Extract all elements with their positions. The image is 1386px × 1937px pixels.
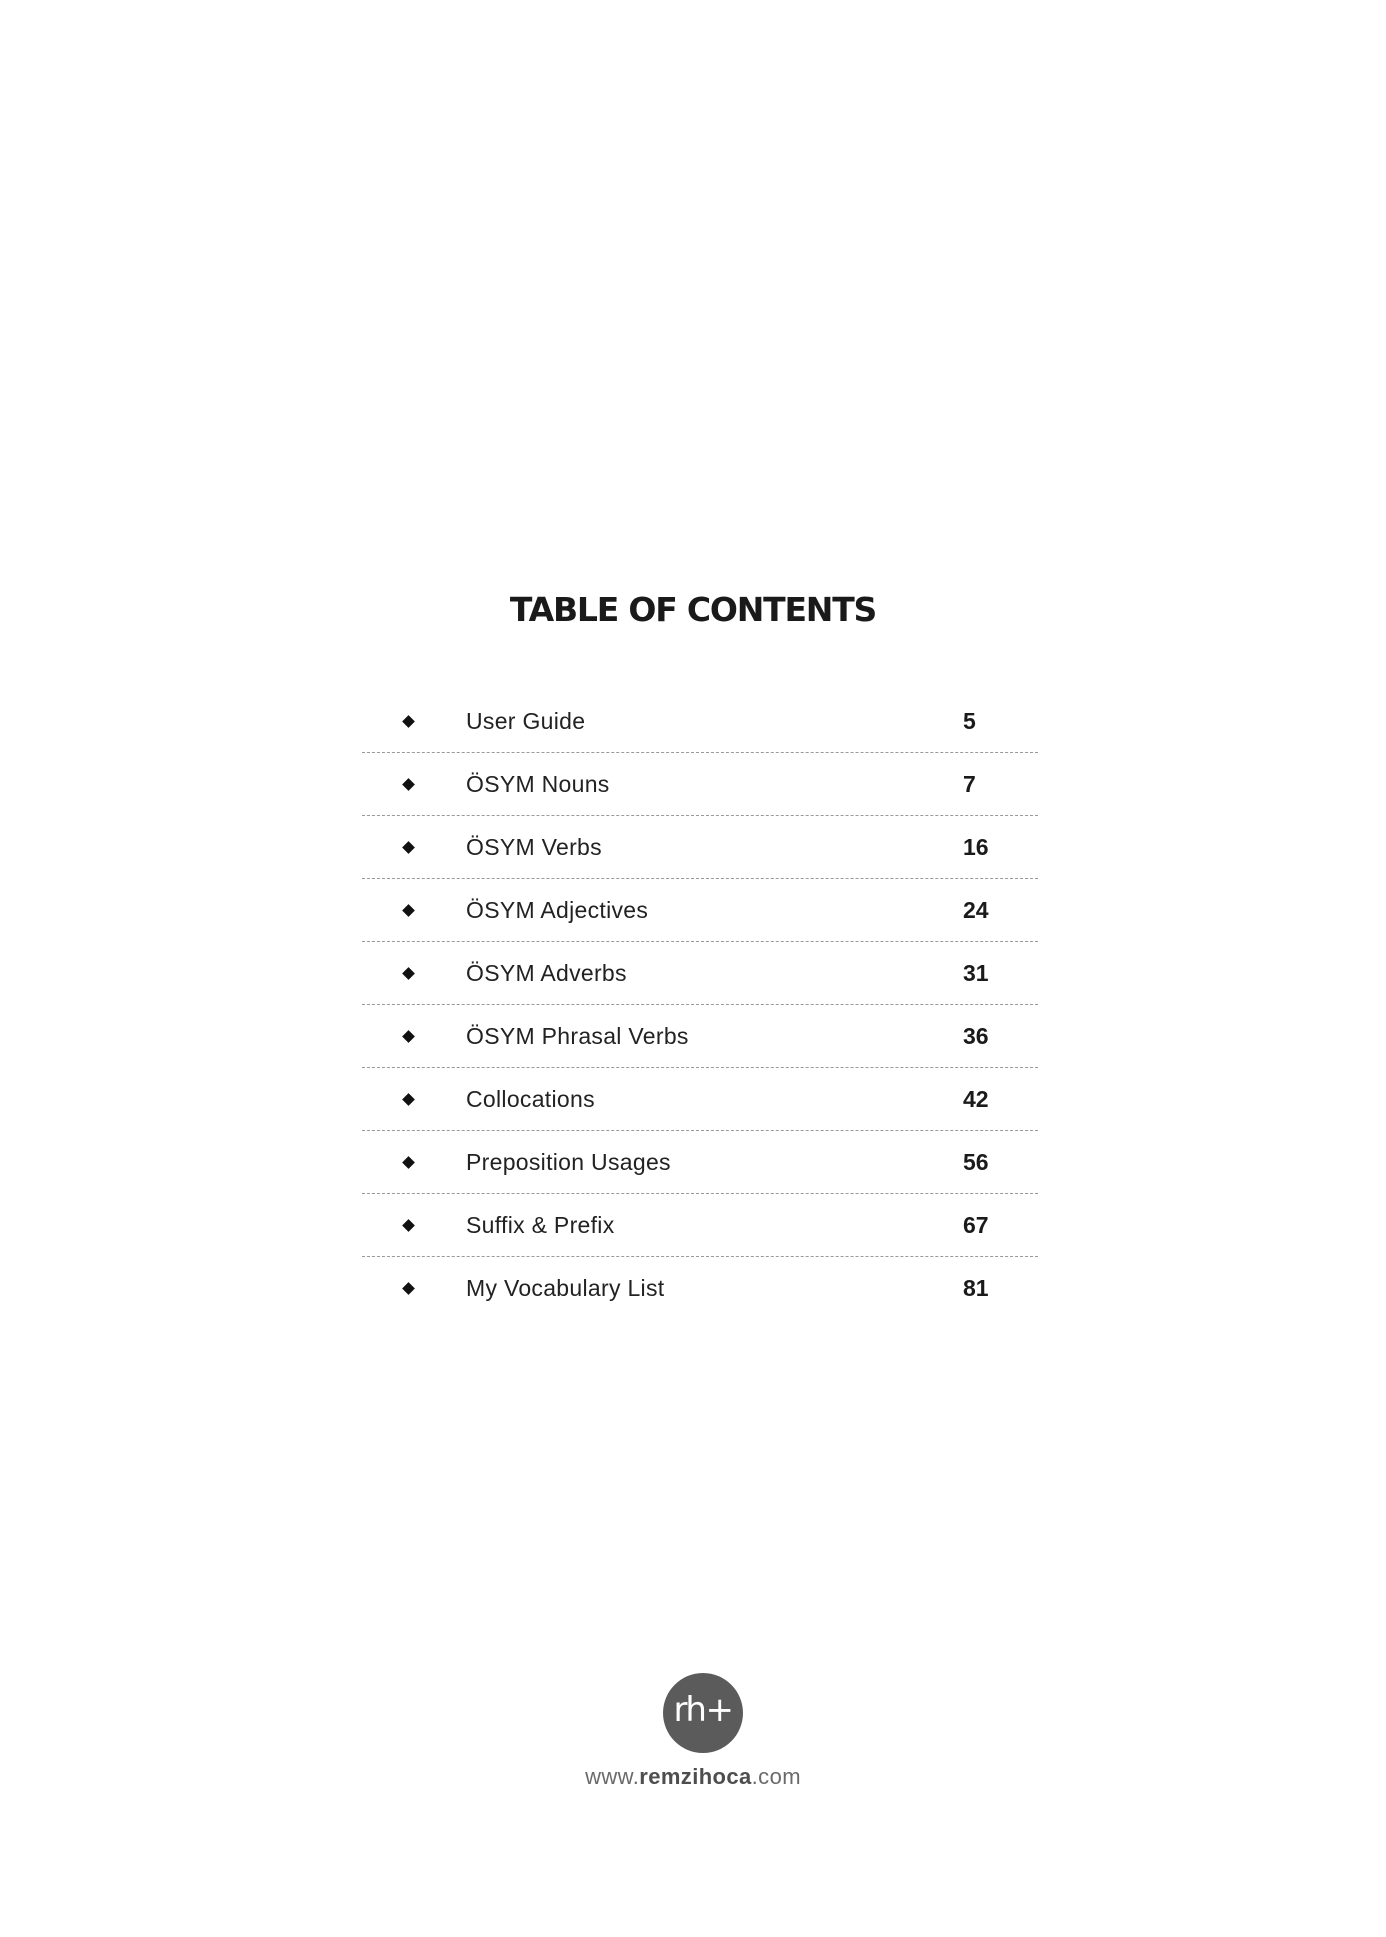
toc-item-page: 16: [963, 834, 989, 860]
toc-item[interactable]: [362, 690, 1038, 753]
toc-item-page: 7: [963, 771, 976, 797]
toc-item-page: 56: [963, 1149, 989, 1175]
diamond-bullet-icon: [402, 841, 415, 854]
toc-item-page: 5: [963, 708, 976, 734]
toc-item-label: Suffix & Prefix: [466, 1212, 615, 1238]
website-link[interactable]: [0, 1764, 1386, 1790]
toc-item-page: 31: [963, 960, 989, 986]
toc-item-label: ÖSYM Nouns: [466, 771, 610, 797]
toc-item-label: ÖSYM Adjectives: [466, 897, 649, 923]
toc-item-label: ÖSYM Adverbs: [466, 960, 627, 986]
toc-item[interactable]: [362, 1068, 1038, 1131]
toc-item-label: User Guide: [466, 708, 586, 734]
brand-logo: [663, 1673, 743, 1753]
table-of-contents: [362, 690, 1038, 1320]
toc-item[interactable]: [362, 1194, 1038, 1257]
toc-item-page: 36: [963, 1023, 989, 1049]
diamond-bullet-icon: [402, 904, 415, 917]
toc-item-label: Collocations: [466, 1086, 595, 1112]
toc-item-label: My Vocabulary List: [466, 1275, 665, 1301]
toc-item-label: Preposition Usages: [466, 1149, 671, 1175]
website-brand: remzihoca: [639, 1764, 752, 1789]
diamond-bullet-icon: [402, 1093, 415, 1106]
toc-item-page: 67: [963, 1212, 989, 1238]
toc-item-label: ÖSYM Verbs: [466, 834, 602, 860]
toc-item[interactable]: [362, 1005, 1038, 1068]
brand-logo-text: rh+: [673, 1690, 733, 1730]
diamond-bullet-icon: [402, 967, 415, 980]
diamond-bullet-icon: [402, 1030, 415, 1043]
toc-item[interactable]: [362, 1257, 1038, 1320]
toc-item-page: 81: [963, 1275, 989, 1301]
diamond-bullet-icon: [402, 778, 415, 791]
toc-item[interactable]: [362, 816, 1038, 879]
diamond-bullet-icon: [402, 1219, 415, 1232]
toc-item-page: 24: [963, 897, 989, 923]
toc-item[interactable]: [362, 1131, 1038, 1194]
toc-item[interactable]: [362, 753, 1038, 816]
diamond-bullet-icon: [402, 1282, 415, 1295]
toc-item-page: 42: [963, 1086, 989, 1112]
website-suffix: .com: [751, 1764, 801, 1789]
diamond-bullet-icon: [402, 715, 415, 728]
website-prefix: www.: [585, 1764, 640, 1789]
toc-item[interactable]: [362, 879, 1038, 942]
page-title: TABLE OF CONTENTS: [509, 590, 877, 629]
toc-item[interactable]: [362, 942, 1038, 1005]
diamond-bullet-icon: [402, 1156, 415, 1169]
toc-item-label: ÖSYM Phrasal Verbs: [466, 1023, 689, 1049]
